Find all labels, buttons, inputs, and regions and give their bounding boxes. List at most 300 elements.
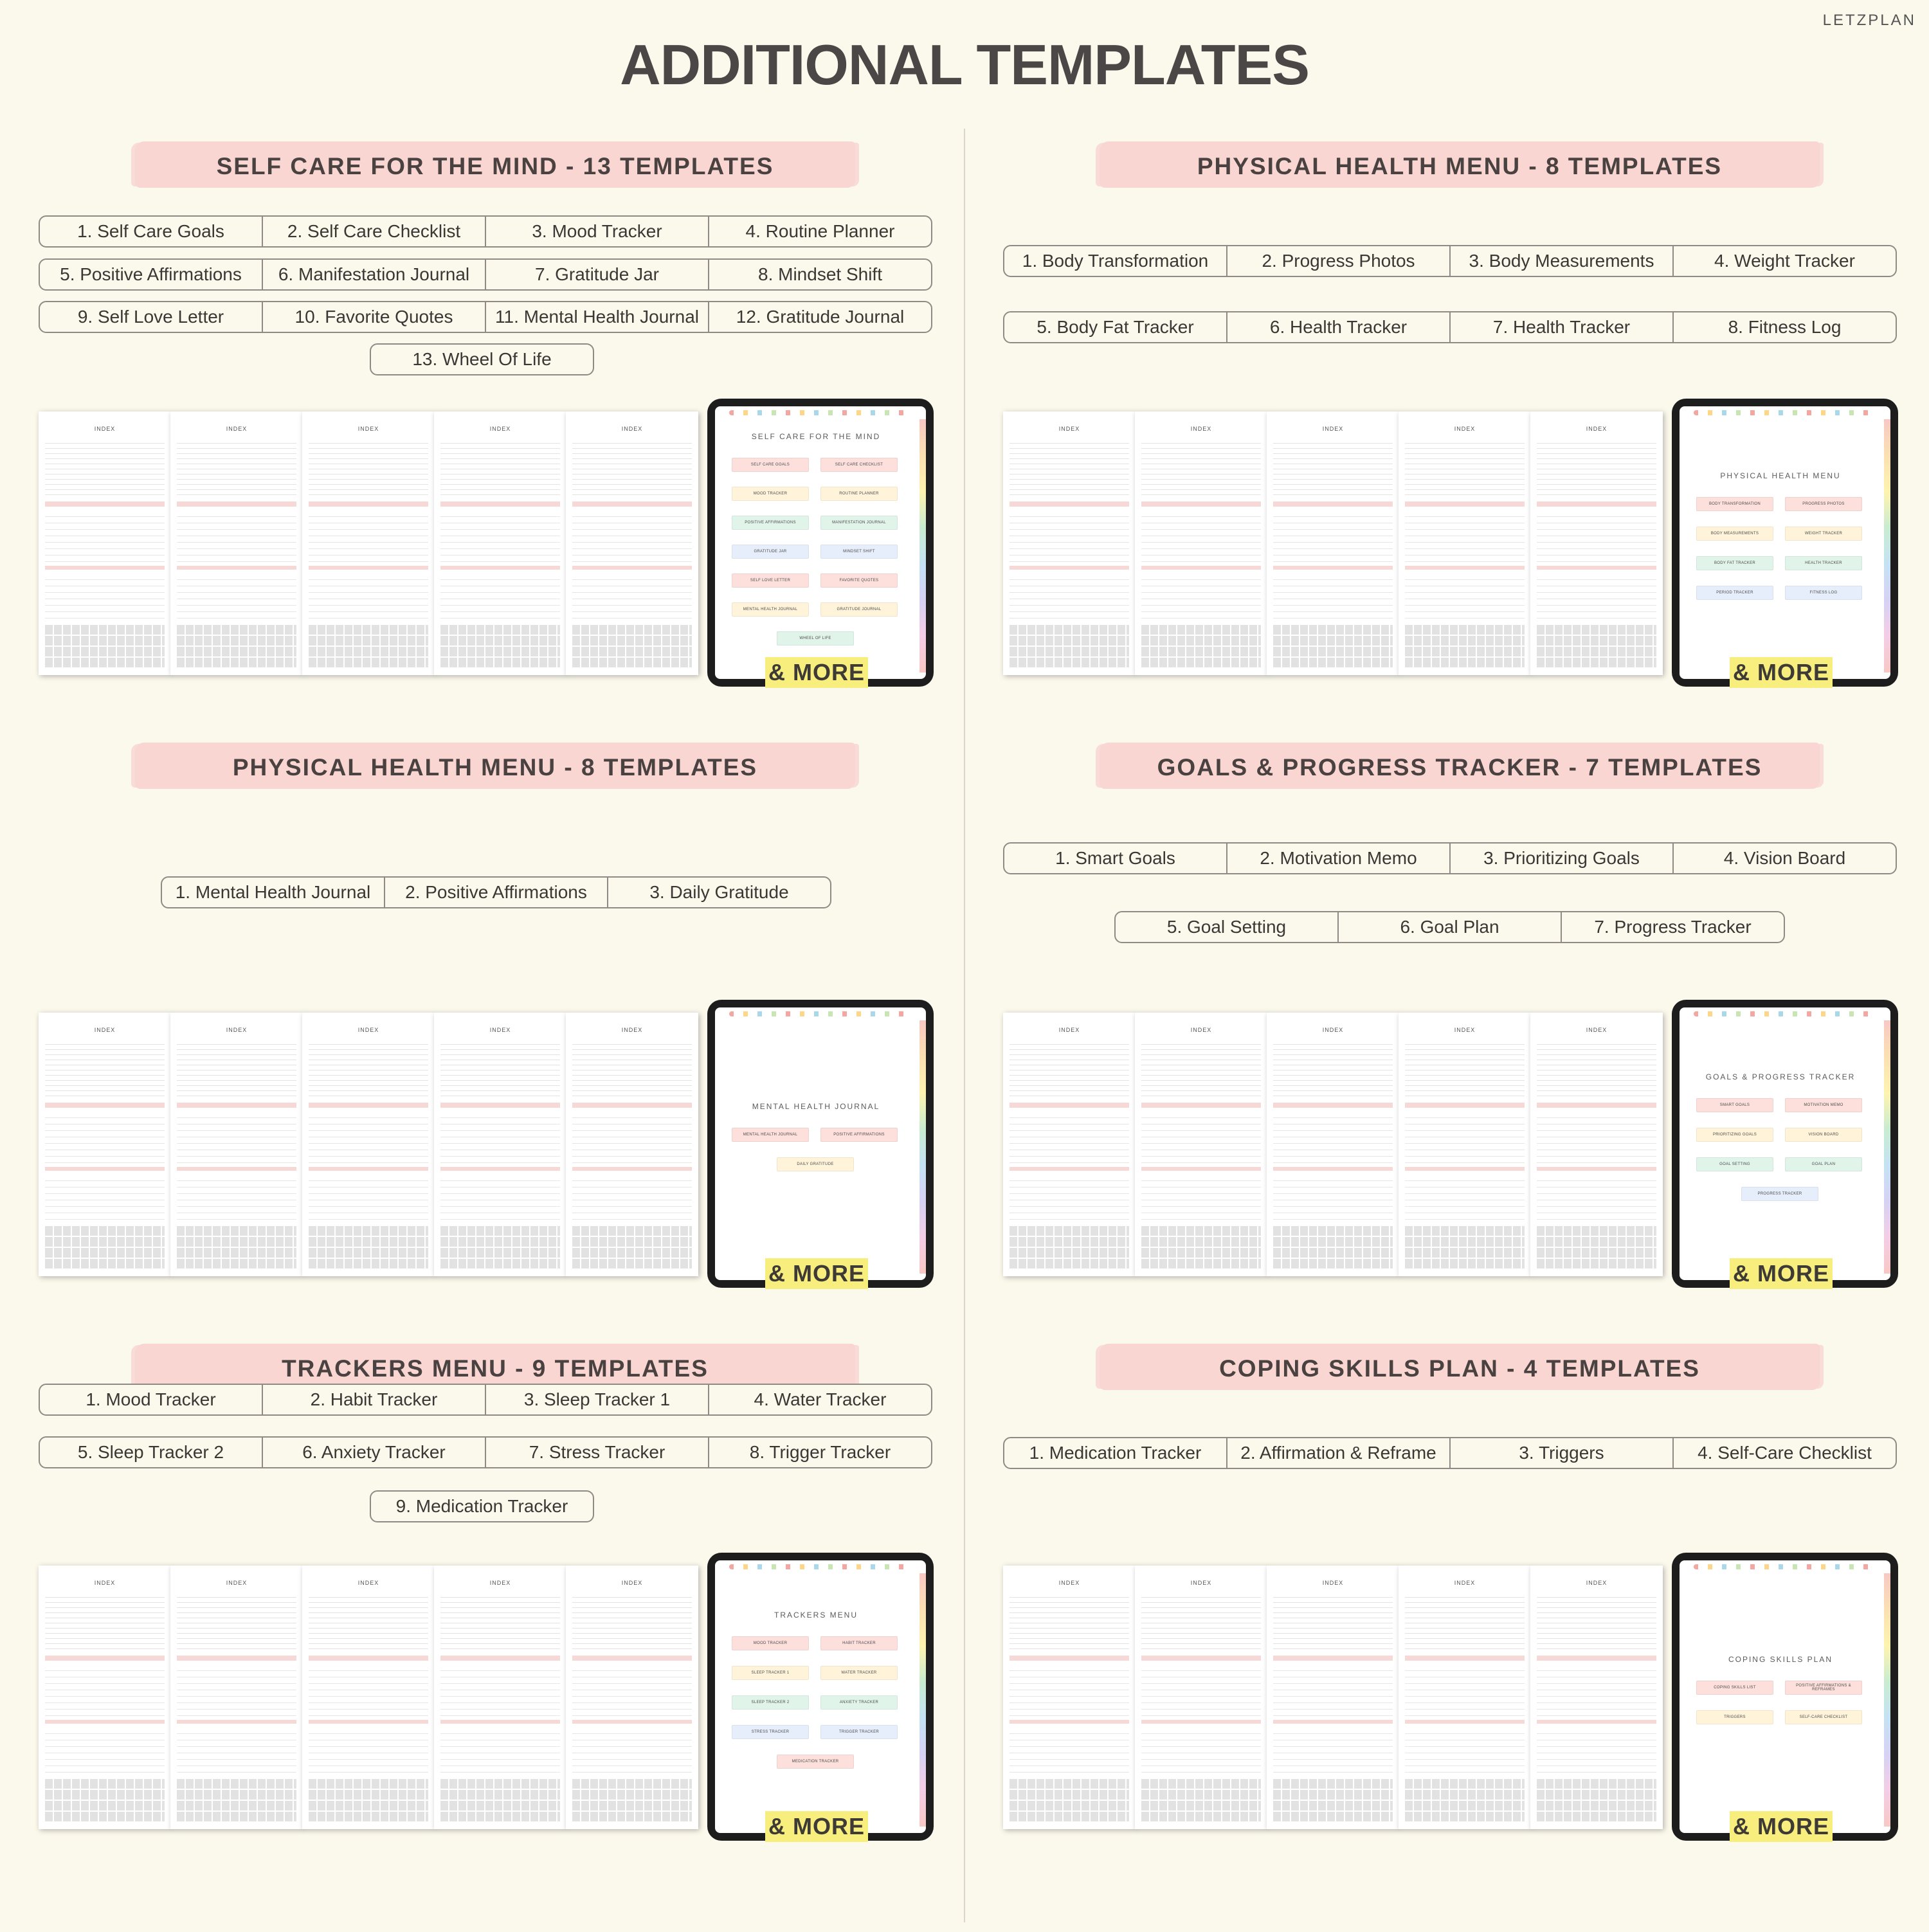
side-tabs — [919, 419, 926, 673]
page-content-pinkbar2 — [177, 1720, 296, 1724]
page-content-grid — [177, 1779, 296, 1823]
page-content-grid — [1141, 625, 1261, 669]
page-content-lines2 — [1537, 1112, 1656, 1163]
side-tabs — [1884, 419, 1890, 673]
page-content-grid — [177, 1226, 296, 1270]
page-title: ADDITIONAL TEMPLATES — [620, 33, 1309, 96]
template-item[interactable]: 4. Self-Care Checklist — [1672, 1437, 1897, 1469]
page-content-lines — [440, 1593, 560, 1650]
side-tabs — [1884, 1020, 1890, 1274]
template-item[interactable]: 1. Mental Health Journal — [161, 876, 385, 908]
template-item[interactable]: 3. Body Measurements — [1449, 245, 1674, 277]
template-previews — [1003, 399, 1929, 685]
tablet-preview — [1672, 1000, 1898, 1288]
page-content-grid — [440, 1226, 560, 1270]
page-content-lines2 — [1273, 1112, 1393, 1163]
page-content-pinkbar2 — [1141, 1720, 1261, 1724]
index-page-title: INDEX — [358, 1027, 379, 1033]
page-content-lines2 — [45, 1112, 165, 1163]
page-content-lines2 — [1141, 1112, 1261, 1163]
index-page-preview — [1399, 411, 1531, 675]
page-content-lines2 — [1141, 510, 1261, 562]
page-content-lines2 — [45, 510, 165, 562]
tablet-screen — [1680, 406, 1890, 679]
page-content-lines — [572, 1040, 692, 1097]
index-page-preview — [566, 1566, 698, 1829]
page-content-lines — [1141, 1040, 1261, 1097]
page-content-lines2 — [309, 1112, 428, 1163]
template-list-row — [39, 215, 932, 248]
tablet-menu-button[interactable]: VISION BOARD — [1785, 1128, 1862, 1142]
tablet-screen — [1680, 1007, 1890, 1280]
page-content-lines3 — [1010, 1728, 1129, 1773]
page-content-lines — [45, 1593, 165, 1650]
page-content-pinkbar — [440, 501, 560, 507]
page-content-pinkbar2 — [440, 1167, 560, 1171]
page-content-grid — [1273, 1779, 1393, 1823]
tablet-menu-button[interactable]: MOTIVATION MEMO — [1785, 1098, 1862, 1112]
template-item[interactable]: 1. Medication Tracker — [1003, 1437, 1227, 1469]
tablet-menu-button[interactable]: MINDSET SHIFT — [820, 545, 898, 559]
template-previews — [1003, 1000, 1929, 1286]
tablet-menu-button[interactable]: MANIFESTATION JOURNAL — [820, 516, 898, 530]
page-content-pinkbar2 — [45, 566, 165, 570]
template-section — [1003, 129, 1929, 730]
page-content-lines2 — [572, 1665, 692, 1716]
page-content-lines3 — [177, 573, 296, 618]
brand-logo: LETZPLAN — [1822, 12, 1916, 29]
template-item[interactable]: 2. Positive Affirmations — [384, 876, 608, 908]
page-content-pinkbar2 — [1405, 566, 1525, 570]
index-page-title: INDEX — [1190, 1027, 1212, 1033]
page-content-pinkbar2 — [1010, 1167, 1129, 1171]
more-badge: & MORE — [765, 1258, 868, 1289]
tab-dots — [729, 410, 907, 415]
page-content-lines2 — [309, 510, 428, 562]
page-content-lines — [177, 438, 296, 496]
template-item[interactable]: 3. Daily Gratitude — [607, 876, 831, 908]
tablet-menu-button[interactable]: MOOD TRACKER — [732, 487, 809, 501]
page-content-grid — [440, 625, 560, 669]
tablet-menu-button[interactable]: HABIT TRACKER — [820, 1636, 898, 1650]
page-content-lines3 — [440, 573, 560, 618]
more-badge: & MORE — [1730, 1258, 1833, 1289]
template-item[interactable]: 6. Health Tracker — [1226, 311, 1451, 343]
page-content-lines3 — [572, 1175, 692, 1220]
index-page-title: INDEX — [1586, 426, 1608, 432]
index-page-preview — [170, 1013, 303, 1276]
page-content-lines3 — [177, 1175, 296, 1220]
template-list-row — [1003, 311, 1897, 343]
page-content-pinkbar2 — [1537, 1167, 1656, 1171]
tablet-menu-button[interactable]: GRATITUDE JOURNAL — [820, 602, 898, 617]
index-page-title: INDEX — [621, 1580, 643, 1586]
page-content-lines3 — [309, 573, 428, 618]
tab-dots — [1694, 1564, 1871, 1569]
index-page-title: INDEX — [94, 1027, 116, 1033]
index-page-title: INDEX — [621, 426, 643, 432]
page-content-pinkbar — [440, 1103, 560, 1108]
page-content-lines2 — [440, 1665, 560, 1716]
index-page-preview — [302, 1566, 435, 1829]
template-item[interactable]: 8. Mindset Shift — [708, 258, 932, 291]
page-content-lines2 — [572, 1112, 692, 1163]
tablet-menu-button[interactable]: GOAL PLAN — [1785, 1157, 1862, 1171]
page-content-pinkbar — [440, 1656, 560, 1661]
page-content-lines — [1405, 1593, 1525, 1650]
template-item[interactable]: 8. Fitness Log — [1672, 311, 1897, 343]
tablet-screen — [715, 1007, 926, 1280]
index-page-preview — [1530, 411, 1663, 675]
tablet-preview — [707, 1553, 934, 1841]
template-item[interactable]: 2. Self Care Checklist — [262, 215, 486, 248]
index-page-preview — [1267, 1566, 1399, 1829]
tablet-menu-button[interactable]: TRIGGERS — [1696, 1710, 1773, 1724]
page-content-pinkbar — [45, 1656, 165, 1661]
page-content-lines3 — [1537, 1175, 1656, 1220]
page-content-pinkbar — [1273, 1656, 1393, 1661]
tablet-menu-button[interactable]: SLEEP TRACKER 2 — [732, 1695, 809, 1710]
template-item[interactable]: 13. Wheel Of Life — [370, 343, 594, 375]
index-page-title: INDEX — [94, 426, 116, 432]
page-content-lines2 — [1141, 1665, 1261, 1716]
page-content-grid — [1405, 1779, 1525, 1823]
page-content-pinkbar2 — [1405, 1720, 1525, 1724]
tablet-menu-button[interactable]: MEDICATION TRACKER — [777, 1755, 854, 1769]
page-content-pinkbar2 — [309, 566, 428, 570]
index-page-preview — [39, 1566, 171, 1829]
index-page-preview — [302, 1013, 435, 1276]
page-content-lines3 — [1273, 1728, 1393, 1773]
page-content-pinkbar — [1405, 501, 1525, 507]
index-page-preview — [1399, 1566, 1531, 1829]
page-content-lines2 — [309, 1665, 428, 1716]
tablet-menu-button[interactable]: PROGRESS PHOTOS — [1785, 497, 1862, 511]
page-content-pinkbar2 — [1010, 566, 1129, 570]
page-content-lines3 — [440, 1728, 560, 1773]
page-content-lines2 — [1273, 510, 1393, 562]
section-banner — [135, 743, 855, 789]
page-content-pinkbar2 — [45, 1167, 165, 1171]
tablet-menu-button[interactable]: PERIOD TRACKER — [1696, 586, 1773, 600]
index-page-title: INDEX — [1454, 1027, 1476, 1033]
page-content-lines2 — [1405, 1665, 1525, 1716]
template-item[interactable]: 5. Body Fat Tracker — [1003, 311, 1227, 343]
page-content-pinkbar — [572, 501, 692, 507]
tab-dots — [729, 1011, 907, 1016]
tablet-menu-button[interactable]: SELF CARE CHECKLIST — [820, 458, 898, 472]
template-item[interactable]: 8. Trigger Tracker — [708, 1436, 932, 1468]
page-content-grid — [572, 1226, 692, 1270]
template-list-row — [1003, 842, 1897, 874]
index-page-preview — [566, 1013, 698, 1276]
page-content-pinkbar2 — [177, 566, 296, 570]
page-content-pinkbar2 — [572, 1720, 692, 1724]
tablet-menu-button[interactable]: WHEEL OF LIFE — [777, 631, 854, 646]
tablet-menu-button[interactable]: SELF LOVE LETTER — [732, 573, 809, 588]
template-item[interactable]: 3. Prioritizing Goals — [1449, 842, 1674, 874]
template-item[interactable]: 12. Gratitude Journal — [708, 301, 932, 333]
index-page-title: INDEX — [226, 426, 248, 432]
tablet-menu-button[interactable]: POSITIVE AFFIRMATIONS — [820, 1128, 898, 1142]
tablet-menu-button[interactable]: MENTAL HEALTH JOURNAL — [732, 602, 809, 617]
tablet-menu-button[interactable]: SMART GOALS — [1696, 1098, 1773, 1112]
template-item[interactable]: 9. Self Love Letter — [39, 301, 263, 333]
page-content-lines — [1537, 1040, 1656, 1097]
page-content-pinkbar2 — [1141, 1167, 1261, 1171]
template-item[interactable]: 9. Medication Tracker — [370, 1490, 594, 1522]
index-page-preview — [1003, 1013, 1136, 1276]
tablet-screen — [1680, 1560, 1890, 1833]
page-content-lines3 — [572, 573, 692, 618]
tablet-menu-title: COPING SKILLS PLAN — [1728, 1655, 1833, 1664]
tablet-menu-button[interactable]: COPING SKILLS LIST — [1696, 1681, 1773, 1695]
tab-dots — [729, 1564, 907, 1569]
index-page-preview — [566, 411, 698, 675]
template-item[interactable]: 10. Favorite Quotes — [262, 301, 486, 333]
page-content-pinkbar2 — [572, 1167, 692, 1171]
page-content-pinkbar — [177, 1656, 296, 1661]
template-list-row — [161, 876, 831, 908]
tablet-menu-button[interactable]: ROUTINE PLANNER — [820, 487, 898, 501]
tablet-menu-button[interactable]: ANXIETY TRACKER — [820, 1695, 898, 1710]
index-page-title: INDEX — [226, 1027, 248, 1033]
tablet-menu-button[interactable]: POSITIVE AFFIRMATIONS — [732, 516, 809, 530]
page-content-lines3 — [45, 1175, 165, 1220]
tablet-menu-button[interactable]: BODY TRANSFORMATION — [1696, 497, 1773, 511]
template-item[interactable]: 5. Positive Affirmations — [39, 258, 263, 291]
page-content-grid — [1537, 1779, 1656, 1823]
tablet-menu-title: TRACKERS MENU — [774, 1611, 858, 1620]
template-item[interactable]: 4. Vision Board — [1672, 842, 1897, 874]
page-content-lines2 — [1010, 510, 1129, 562]
tablet-menu-button[interactable]: SLEEP TRACKER 1 — [732, 1666, 809, 1680]
template-list-row — [1003, 1437, 1897, 1469]
page-content-pinkbar — [1537, 501, 1656, 507]
page-content-pinkbar — [1141, 1103, 1261, 1108]
tablet-menu-button[interactable]: FAVORITE QUOTES — [820, 573, 898, 588]
tablet-menu-button[interactable]: POSITIVE AFFIRMATIONS & REFRAMES — [1785, 1681, 1862, 1695]
section-heading: PHYSICAL HEALTH MENU - 8 TEMPLATES — [232, 754, 758, 781]
tablet-menu-button[interactable]: HEALTH TRACKER — [1785, 556, 1862, 570]
page-content-pinkbar2 — [309, 1167, 428, 1171]
template-item[interactable]: 7. Gratitude Jar — [485, 258, 709, 291]
template-list-row — [39, 1436, 932, 1468]
page-content-lines3 — [1405, 1175, 1525, 1220]
template-item[interactable]: 2. Affirmation & Reframe — [1226, 1437, 1451, 1469]
tablet-menu-button[interactable]: GRATITUDE JAR — [732, 545, 809, 559]
index-page-preview — [434, 1566, 566, 1829]
tablet-menu-button[interactable]: PROGRESS TRACKER — [1741, 1187, 1818, 1201]
template-section — [39, 730, 964, 1331]
template-item[interactable]: 1. Self Care Goals — [39, 215, 263, 248]
template-item[interactable]: 2. Motivation Memo — [1226, 842, 1451, 874]
page-content-lines3 — [1273, 1175, 1393, 1220]
page-content-lines3 — [1010, 573, 1129, 618]
section-heading: COPING SKILLS PLAN - 4 TEMPLATES — [1219, 1355, 1700, 1382]
template-item[interactable]: 3. Triggers — [1449, 1437, 1674, 1469]
page-content-lines — [1010, 1593, 1129, 1650]
page-content-lines3 — [177, 1728, 296, 1773]
index-page-title: INDEX — [1322, 1027, 1344, 1033]
template-list-row — [39, 1384, 932, 1416]
tablet-menu-button[interactable]: STRESS TRACKER — [732, 1725, 809, 1739]
index-page-preview — [1003, 1566, 1136, 1829]
template-item[interactable]: 4. Water Tracker — [708, 1384, 932, 1416]
page-content-grid — [177, 625, 296, 669]
template-item[interactable]: 2. Progress Photos — [1226, 245, 1451, 277]
more-badge: & MORE — [1730, 1811, 1833, 1842]
tab-dots — [1694, 410, 1871, 415]
page-content-pinkbar — [1141, 1656, 1261, 1661]
index-page-preview — [1530, 1013, 1663, 1276]
index-page-title: INDEX — [1586, 1027, 1608, 1033]
tablet-menu-button[interactable]: SELF CARE GOALS — [732, 458, 809, 472]
page-content-pinkbar — [309, 1103, 428, 1108]
template-item[interactable]: 3. Mood Tracker — [485, 215, 709, 248]
page-content-lines — [309, 438, 428, 496]
more-badge: & MORE — [765, 1811, 868, 1842]
template-item[interactable]: 1. Smart Goals — [1003, 842, 1227, 874]
page-content-lines — [1405, 1040, 1525, 1097]
tab-dots — [1694, 1011, 1871, 1016]
page-content-lines3 — [45, 1728, 165, 1773]
template-item[interactable]: 7. Progress Tracker — [1561, 911, 1785, 943]
template-item[interactable]: 7. Health Tracker — [1449, 311, 1674, 343]
more-badge: & MORE — [1730, 657, 1833, 688]
template-item[interactable]: 2. Habit Tracker — [262, 1384, 486, 1416]
page-content-pinkbar — [45, 1103, 165, 1108]
template-item[interactable]: 6. Manifestation Journal — [262, 258, 486, 291]
page-content-pinkbar — [1010, 1103, 1129, 1108]
page-content-lines2 — [177, 1665, 296, 1716]
tablet-menu-button[interactable]: PRIORITIZING GOALS — [1696, 1128, 1773, 1142]
template-list-row — [39, 258, 932, 291]
template-section — [1003, 730, 1929, 1331]
page-content-lines — [177, 1040, 296, 1097]
tablet-screen — [715, 406, 926, 679]
page-content-pinkbar — [572, 1103, 692, 1108]
page-content-lines3 — [572, 1728, 692, 1773]
page-content-lines3 — [1405, 573, 1525, 618]
tablet-menu-button[interactable]: SELF-CARE CHECKLIST — [1785, 1710, 1862, 1724]
page-content-pinkbar2 — [440, 1720, 560, 1724]
index-page-title: INDEX — [489, 1580, 511, 1586]
index-page-preview — [1135, 1566, 1267, 1829]
tablet-menu-button[interactable]: BODY MEASUREMENTS — [1696, 527, 1773, 541]
template-item[interactable]: 6. Goal Plan — [1337, 911, 1562, 943]
page-content-pinkbar2 — [1273, 1720, 1393, 1724]
tablet-menu-button[interactable]: MENTAL HEALTH JOURNAL — [732, 1128, 809, 1142]
template-item[interactable]: 7. Stress Tracker — [485, 1436, 709, 1468]
tablet-menu-button[interactable]: BODY FAT TRACKER — [1696, 556, 1773, 570]
section-heading: PHYSICAL HEALTH MENU - 8 TEMPLATES — [1197, 153, 1723, 179]
page-content-pinkbar — [177, 1103, 296, 1108]
page-content-lines2 — [1537, 510, 1656, 562]
page-content-lines3 — [1141, 1728, 1261, 1773]
template-item[interactable]: 1. Mood Tracker — [39, 1384, 263, 1416]
template-item[interactable]: 1. Body Transformation — [1003, 245, 1227, 277]
index-page-title: INDEX — [621, 1027, 643, 1033]
template-item[interactable]: 3. Sleep Tracker 1 — [485, 1384, 709, 1416]
tablet-preview — [707, 1000, 934, 1288]
page-content-lines3 — [1537, 573, 1656, 618]
index-page-title: INDEX — [1322, 1580, 1344, 1586]
page-content-lines2 — [177, 510, 296, 562]
page-content-lines — [1273, 1593, 1393, 1650]
tablet-preview — [707, 399, 934, 687]
section-heading: GOALS & PROGRESS TRACKER - 7 TEMPLATES — [1157, 754, 1762, 781]
template-item[interactable]: 5. Goal Setting — [1114, 911, 1339, 943]
page-content-lines — [1537, 1593, 1656, 1650]
side-tabs — [919, 1573, 926, 1827]
template-item[interactable]: 4. Weight Tracker — [1672, 245, 1897, 277]
template-list-row — [1003, 245, 1897, 277]
page-content-grid — [1537, 1226, 1656, 1270]
page-content-lines3 — [1141, 1175, 1261, 1220]
tablet-menu-button[interactable]: GOAL SETTING — [1696, 1157, 1773, 1171]
template-previews — [1003, 1553, 1929, 1839]
template-item[interactable]: 5. Sleep Tracker 2 — [39, 1436, 263, 1468]
template-list-row — [1114, 911, 1785, 943]
index-page-preview — [170, 411, 303, 675]
tablet-menu-title: PHYSICAL HEALTH MENU — [1720, 471, 1841, 480]
page-content-grid — [45, 625, 165, 669]
page-content-lines — [572, 1593, 692, 1650]
page-content-grid — [1273, 1226, 1393, 1270]
page-content-lines3 — [1537, 1728, 1656, 1773]
section-heading: TRACKERS MENU - 9 TEMPLATES — [282, 1355, 709, 1382]
section-banner — [1100, 141, 1820, 188]
template-item[interactable]: 11. Mental Health Journal — [485, 301, 709, 333]
page-content-grid — [45, 1226, 165, 1270]
page-content-pinkbar2 — [1010, 1720, 1129, 1724]
page-content-pinkbar — [1010, 1656, 1129, 1661]
tablet-menu-button[interactable]: WEIGHT TRACKER — [1785, 527, 1862, 541]
index-page-preview — [1267, 1013, 1399, 1276]
template-item[interactable]: 4. Routine Planner — [708, 215, 932, 248]
index-page-title: INDEX — [358, 1580, 379, 1586]
index-page-title: INDEX — [358, 426, 379, 432]
index-page-preview — [1135, 411, 1267, 675]
page-content-pinkbar — [309, 1656, 428, 1661]
template-previews — [39, 399, 964, 685]
page-content-pinkbar2 — [440, 566, 560, 570]
page-content-grid — [1010, 1226, 1129, 1270]
page-content-pinkbar — [1141, 501, 1261, 507]
page-content-pinkbar — [177, 501, 296, 507]
tablet-menu-button[interactable]: TRIGGER TRACKER — [820, 1725, 898, 1739]
page-content-grid — [1010, 1779, 1129, 1823]
page-content-lines2 — [1010, 1112, 1129, 1163]
page-content-pinkbar2 — [1405, 1167, 1525, 1171]
tablet-menu-button[interactable]: DAILY GRATITUDE — [777, 1157, 854, 1171]
page-content-grid — [1405, 1226, 1525, 1270]
tablet-menu-button[interactable]: MOOD TRACKER — [732, 1636, 809, 1650]
index-page-title: INDEX — [489, 426, 511, 432]
page-content-pinkbar2 — [572, 566, 692, 570]
tablet-menu-button[interactable]: FITNESS LOG — [1785, 586, 1862, 600]
template-item[interactable]: 6. Anxiety Tracker — [262, 1436, 486, 1468]
index-page-preview — [434, 411, 566, 675]
page-content-pinkbar2 — [1537, 566, 1656, 570]
page-content-pinkbar — [309, 501, 428, 507]
index-page-title: INDEX — [1190, 426, 1212, 432]
tablet-menu-button[interactable]: WATER TRACKER — [820, 1666, 898, 1680]
index-page-title: INDEX — [1322, 426, 1344, 432]
page-content-pinkbar — [1537, 1103, 1656, 1108]
index-page-preview — [434, 1013, 566, 1276]
